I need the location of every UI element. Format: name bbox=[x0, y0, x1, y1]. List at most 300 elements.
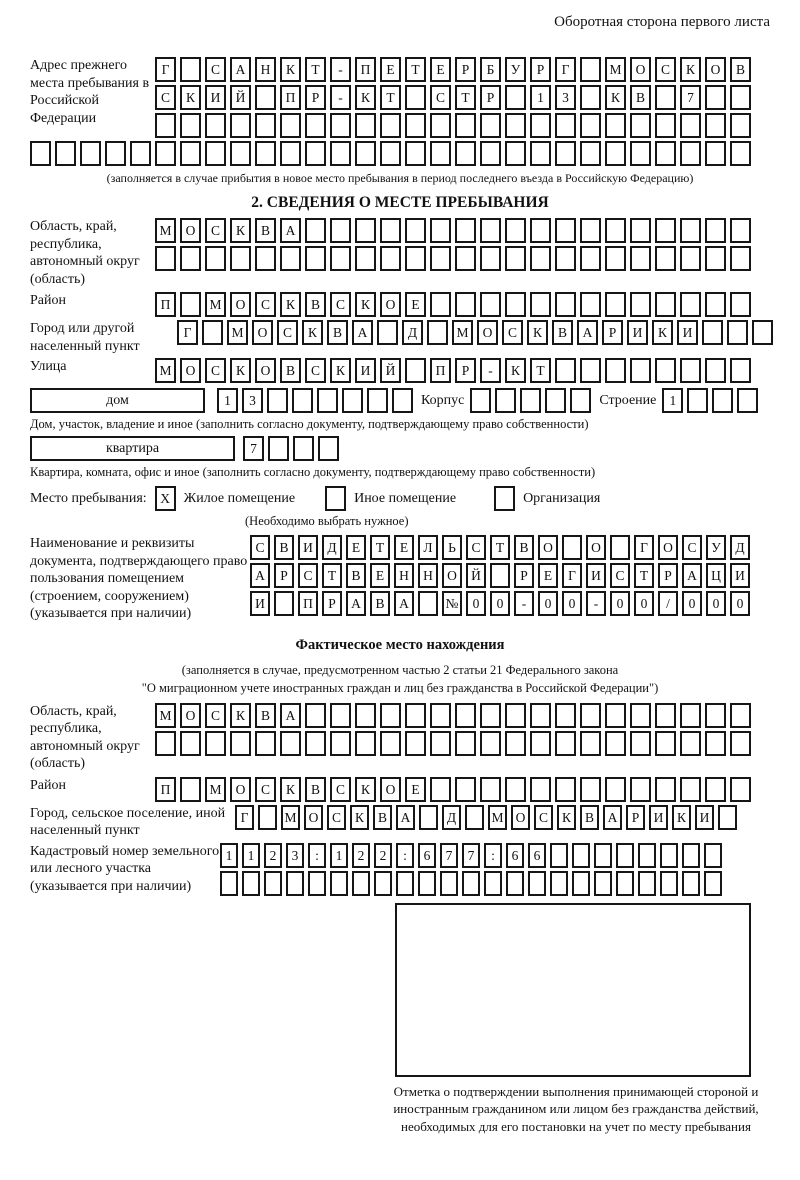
char-cell: В bbox=[346, 563, 366, 588]
apartment-row bbox=[30, 436, 770, 461]
char-cell: О bbox=[477, 320, 498, 345]
district2-block bbox=[30, 777, 770, 802]
char-cell: Р bbox=[626, 805, 645, 830]
region-block bbox=[30, 218, 770, 288]
page-side-note: Оборотная сторона первого листа bbox=[554, 14, 770, 30]
char-cell: А bbox=[230, 57, 251, 82]
char-cell bbox=[55, 141, 76, 166]
char-cell: Е bbox=[380, 57, 401, 82]
char-cell: Н bbox=[255, 57, 276, 82]
char-cell bbox=[490, 563, 510, 588]
prev-address-label: Адрес прежнего места пребывания в Российской Федерации bbox=[30, 58, 150, 126]
char-cell: С bbox=[205, 703, 226, 728]
char-cell: И bbox=[355, 358, 376, 383]
char-cell: Е bbox=[405, 292, 426, 317]
char-cell bbox=[330, 218, 351, 243]
char-cell: К bbox=[302, 320, 323, 345]
prev-address-block bbox=[30, 57, 770, 138]
char-cell: В bbox=[327, 320, 348, 345]
char-cell bbox=[580, 777, 601, 802]
char-cell: / bbox=[658, 591, 678, 616]
char-cell bbox=[687, 388, 708, 413]
char-cell bbox=[730, 141, 751, 166]
char-cell: Р bbox=[514, 563, 534, 588]
char-cell bbox=[355, 703, 376, 728]
char-cell bbox=[580, 141, 601, 166]
char-cell bbox=[180, 57, 201, 82]
char-cell bbox=[205, 731, 226, 756]
char-cell: П bbox=[355, 57, 376, 82]
char-cell: В bbox=[552, 320, 573, 345]
char-cell bbox=[705, 358, 726, 383]
char-cell bbox=[264, 871, 282, 896]
korpus-label: Корпус bbox=[421, 392, 465, 408]
char-cell bbox=[730, 85, 751, 110]
char-cell bbox=[430, 292, 451, 317]
char-cell bbox=[396, 871, 414, 896]
char-cell bbox=[155, 113, 176, 138]
checkbox-organizaciya bbox=[494, 486, 515, 511]
char-cell: С bbox=[255, 292, 276, 317]
char-cell bbox=[505, 246, 526, 271]
house-box: дом bbox=[30, 388, 205, 413]
char-cell: А bbox=[394, 591, 414, 616]
char-cell bbox=[530, 292, 551, 317]
char-cell: Т bbox=[370, 535, 390, 560]
char-cell bbox=[180, 246, 201, 271]
char-cell: Е bbox=[346, 535, 366, 560]
char-cell bbox=[255, 141, 276, 166]
char-cell bbox=[480, 703, 501, 728]
char-cell: Р bbox=[274, 563, 294, 588]
char-cell bbox=[230, 246, 251, 271]
char-cell: 0 bbox=[466, 591, 486, 616]
char-cell bbox=[305, 141, 326, 166]
char-cell: 1 bbox=[242, 843, 260, 868]
house-number-cells bbox=[217, 388, 413, 413]
doc-label: Наименование и реквизиты документа, подтверждающего право пользования помещением (строением, сооружением) (указывается при наличии) bbox=[30, 536, 248, 621]
char-cell bbox=[630, 141, 651, 166]
stay-option-organizaciya-label: Организация bbox=[523, 490, 601, 506]
char-cell: Ь bbox=[442, 535, 462, 560]
char-cell bbox=[616, 871, 634, 896]
char-cell: К bbox=[180, 85, 201, 110]
stay-place-label: Место пребывания: bbox=[30, 490, 147, 506]
char-cell: О bbox=[180, 703, 201, 728]
char-cell: М bbox=[488, 805, 507, 830]
char-cell bbox=[530, 246, 551, 271]
char-cell: Е bbox=[394, 535, 414, 560]
char-cell bbox=[330, 246, 351, 271]
char-cell: О bbox=[511, 805, 530, 830]
city-row bbox=[177, 320, 773, 345]
char-cell bbox=[594, 871, 612, 896]
char-cell bbox=[530, 218, 551, 243]
char-cell: : bbox=[308, 843, 326, 868]
char-cell: : bbox=[484, 843, 502, 868]
char-cell: 3 bbox=[286, 843, 304, 868]
char-cell bbox=[255, 246, 276, 271]
char-cell bbox=[205, 141, 226, 166]
char-cell: И bbox=[205, 85, 226, 110]
char-cell: У bbox=[505, 57, 526, 82]
stamp-caption: Отметка о подтверждении выполнения принимающей стороной и иностранным гражданином или лицом без гражданства действий, необходимых для его постановки на учет по месту пребывания bbox=[393, 1083, 759, 1134]
char-cell: С bbox=[155, 85, 176, 110]
char-cell bbox=[342, 388, 363, 413]
char-cell: М bbox=[452, 320, 473, 345]
char-cell bbox=[230, 731, 251, 756]
char-cell: И bbox=[730, 563, 750, 588]
char-cell: И bbox=[695, 805, 714, 830]
street-label: Улица bbox=[30, 359, 67, 374]
char-cell bbox=[655, 777, 676, 802]
char-cell: П bbox=[430, 358, 451, 383]
char-cell bbox=[718, 805, 737, 830]
stroenie-label: Строение bbox=[599, 392, 657, 408]
char-cell: В bbox=[514, 535, 534, 560]
char-cell: О bbox=[252, 320, 273, 345]
char-cell: Б bbox=[480, 57, 501, 82]
char-cell bbox=[462, 871, 480, 896]
char-cell: К bbox=[505, 358, 526, 383]
char-cell bbox=[505, 85, 526, 110]
char-cell bbox=[505, 113, 526, 138]
char-cell bbox=[705, 731, 726, 756]
city2-block bbox=[30, 805, 770, 840]
char-cell bbox=[330, 731, 351, 756]
char-cell bbox=[630, 703, 651, 728]
char-cell: С bbox=[534, 805, 553, 830]
char-cell: 2 bbox=[264, 843, 282, 868]
char-cell bbox=[455, 141, 476, 166]
char-cell: Н bbox=[394, 563, 414, 588]
char-cell bbox=[180, 141, 201, 166]
char-cell: О bbox=[180, 218, 201, 243]
char-cell bbox=[305, 703, 326, 728]
char-cell bbox=[730, 777, 751, 802]
char-cell: С bbox=[466, 535, 486, 560]
char-cell: Е bbox=[405, 777, 426, 802]
char-cell: К bbox=[280, 292, 301, 317]
char-cell bbox=[293, 436, 314, 461]
region2-label: Область, край, республика, автономный округ (область) bbox=[30, 703, 140, 772]
char-cell: А bbox=[280, 218, 301, 243]
char-cell bbox=[705, 218, 726, 243]
char-cell bbox=[660, 843, 678, 868]
char-cell bbox=[242, 871, 260, 896]
char-cell: И bbox=[627, 320, 648, 345]
char-cell bbox=[455, 777, 476, 802]
char-cell: М bbox=[155, 218, 176, 243]
char-cell: 6 bbox=[418, 843, 436, 868]
char-cell bbox=[605, 292, 626, 317]
house-note: Дом, участок, владение и иное (заполнить согласно документу, подтверждающему право собственности) bbox=[30, 417, 589, 431]
char-cell bbox=[405, 113, 426, 138]
char-cell bbox=[605, 218, 626, 243]
char-cell bbox=[455, 292, 476, 317]
char-cell bbox=[655, 141, 676, 166]
char-cell: М bbox=[205, 292, 226, 317]
char-cell bbox=[230, 141, 251, 166]
char-cell bbox=[280, 113, 301, 138]
char-cell bbox=[465, 805, 484, 830]
char-cell bbox=[330, 703, 351, 728]
prev-address-cells bbox=[155, 57, 751, 138]
char-cell: С bbox=[655, 57, 676, 82]
char-cell: И bbox=[298, 535, 318, 560]
char-cell bbox=[752, 320, 773, 345]
char-cell: Р bbox=[480, 85, 501, 110]
char-cell bbox=[202, 320, 223, 345]
char-cell: В bbox=[255, 218, 276, 243]
char-cell: 3 bbox=[555, 85, 576, 110]
char-cell bbox=[605, 358, 626, 383]
char-cell: В bbox=[370, 591, 390, 616]
char-cell: Р bbox=[455, 358, 476, 383]
char-cell bbox=[405, 218, 426, 243]
char-cell: Т bbox=[490, 535, 510, 560]
char-cell bbox=[405, 141, 426, 166]
char-cell bbox=[655, 292, 676, 317]
char-cell: Т bbox=[305, 57, 326, 82]
char-cell: К bbox=[680, 57, 701, 82]
char-cell bbox=[580, 85, 601, 110]
char-cell: М bbox=[155, 358, 176, 383]
char-cell bbox=[682, 871, 700, 896]
char-cell bbox=[430, 777, 451, 802]
char-cell bbox=[660, 871, 678, 896]
char-cell bbox=[495, 388, 516, 413]
char-cell: О bbox=[380, 777, 401, 802]
char-cell bbox=[405, 246, 426, 271]
char-cell bbox=[255, 113, 276, 138]
char-cell bbox=[655, 113, 676, 138]
region2-row-2 bbox=[155, 731, 751, 756]
apartment-cells bbox=[243, 436, 339, 461]
char-cell bbox=[605, 113, 626, 138]
char-cell bbox=[380, 113, 401, 138]
char-cell: О bbox=[180, 358, 201, 383]
char-cell: В bbox=[305, 777, 326, 802]
prev-address-note: (заполняется в случае прибытия в новое место пребывания в период последнего въезда в Российскую Федерацию) bbox=[106, 171, 694, 185]
char-cell bbox=[555, 703, 576, 728]
actual-location-note-line2: "О миграционном учете иностранных граждан и лиц без гражданства в Российской Федерации") bbox=[141, 680, 659, 695]
district2-label: Район bbox=[30, 777, 66, 793]
char-cell bbox=[730, 218, 751, 243]
char-cell: О bbox=[658, 535, 678, 560]
char-cell bbox=[267, 388, 288, 413]
char-cell bbox=[555, 358, 576, 383]
char-cell bbox=[705, 292, 726, 317]
char-cell bbox=[580, 731, 601, 756]
char-cell bbox=[730, 703, 751, 728]
char-cell bbox=[580, 292, 601, 317]
char-cell bbox=[530, 703, 551, 728]
char-cell bbox=[572, 871, 590, 896]
char-cell bbox=[730, 246, 751, 271]
char-cell bbox=[480, 292, 501, 317]
char-cell: К bbox=[605, 85, 626, 110]
char-cell: П bbox=[155, 777, 176, 802]
char-cell: К bbox=[355, 777, 376, 802]
char-cell bbox=[330, 141, 351, 166]
korpus-cells bbox=[470, 388, 591, 413]
char-cell bbox=[555, 141, 576, 166]
char-cell: О bbox=[705, 57, 726, 82]
house-row bbox=[30, 388, 770, 413]
char-cell: А bbox=[346, 591, 366, 616]
char-cell: С bbox=[205, 57, 226, 82]
char-cell bbox=[280, 731, 301, 756]
prev-address-row-3 bbox=[155, 113, 751, 138]
char-cell bbox=[430, 218, 451, 243]
char-cell bbox=[680, 703, 701, 728]
stay-place-note: (Необходимо выбрать нужное) bbox=[245, 514, 409, 528]
char-cell: О bbox=[255, 358, 276, 383]
char-cell bbox=[550, 843, 568, 868]
char-cell bbox=[355, 246, 376, 271]
char-cell bbox=[455, 113, 476, 138]
char-cell bbox=[286, 871, 304, 896]
city2-row bbox=[235, 805, 737, 830]
char-cell bbox=[305, 218, 326, 243]
char-cell bbox=[572, 843, 590, 868]
char-cell: К bbox=[280, 777, 301, 802]
char-cell: А bbox=[280, 703, 301, 728]
char-cell bbox=[550, 871, 568, 896]
char-cell: К bbox=[230, 358, 251, 383]
char-cell bbox=[355, 113, 376, 138]
char-cell bbox=[155, 141, 176, 166]
char-cell bbox=[545, 388, 566, 413]
char-cell: 2 bbox=[352, 843, 370, 868]
char-cell: Г bbox=[177, 320, 198, 345]
char-cell: О bbox=[586, 535, 606, 560]
char-cell: К bbox=[355, 85, 376, 110]
stay-place-row bbox=[30, 486, 770, 511]
char-cell bbox=[680, 113, 701, 138]
char-cell bbox=[655, 246, 676, 271]
char-cell bbox=[680, 218, 701, 243]
char-cell bbox=[305, 731, 326, 756]
char-cell bbox=[680, 358, 701, 383]
char-cell bbox=[367, 388, 388, 413]
char-cell: Г bbox=[235, 805, 254, 830]
char-cell bbox=[555, 246, 576, 271]
char-cell bbox=[616, 843, 634, 868]
char-cell: Т bbox=[530, 358, 551, 383]
char-cell bbox=[419, 805, 438, 830]
char-cell: 3 bbox=[242, 388, 263, 413]
char-cell bbox=[655, 731, 676, 756]
char-cell bbox=[355, 731, 376, 756]
char-cell bbox=[712, 388, 733, 413]
char-cell bbox=[630, 113, 651, 138]
char-cell: М bbox=[281, 805, 300, 830]
char-cell: К bbox=[672, 805, 691, 830]
cadastral-row-2 bbox=[220, 871, 722, 896]
char-cell bbox=[255, 85, 276, 110]
apartment-note: Квартира, комната, офис и иное (заполнить согласно документу, подтверждающему право собственности) bbox=[30, 465, 596, 479]
char-cell bbox=[630, 292, 651, 317]
char-cell: И bbox=[250, 591, 270, 616]
char-cell bbox=[680, 141, 701, 166]
char-cell: Д bbox=[730, 535, 750, 560]
char-cell bbox=[570, 388, 591, 413]
actual-location-note-line1: (заполняется в случае, предусмотренном частью 2 статьи 21 Федерального закона bbox=[181, 662, 619, 677]
char-cell bbox=[405, 358, 426, 383]
char-cell: А bbox=[396, 805, 415, 830]
doc-cells bbox=[250, 535, 750, 616]
char-cell: С bbox=[205, 358, 226, 383]
char-cell bbox=[630, 731, 651, 756]
stroenie-cells bbox=[662, 388, 758, 413]
region-label: Область, край, республика, автономный округ (область) bbox=[30, 219, 140, 287]
char-cell bbox=[418, 591, 438, 616]
char-cell bbox=[305, 246, 326, 271]
char-cell: О bbox=[380, 292, 401, 317]
char-cell bbox=[680, 292, 701, 317]
char-cell: К bbox=[280, 57, 301, 82]
char-cell: № bbox=[442, 591, 462, 616]
char-cell: К bbox=[652, 320, 673, 345]
char-cell bbox=[230, 113, 251, 138]
char-cell bbox=[105, 141, 126, 166]
char-cell bbox=[562, 535, 582, 560]
char-cell: П bbox=[298, 591, 318, 616]
char-cell: 0 bbox=[682, 591, 702, 616]
char-cell bbox=[594, 843, 612, 868]
char-cell bbox=[630, 358, 651, 383]
char-cell bbox=[418, 871, 436, 896]
char-cell bbox=[484, 871, 502, 896]
char-cell bbox=[737, 388, 758, 413]
char-cell bbox=[705, 141, 726, 166]
char-cell: У bbox=[706, 535, 726, 560]
char-cell: С bbox=[430, 85, 451, 110]
char-cell bbox=[555, 218, 576, 243]
char-cell bbox=[655, 703, 676, 728]
char-cell bbox=[506, 871, 524, 896]
char-cell: И bbox=[677, 320, 698, 345]
district-row bbox=[155, 292, 751, 317]
char-cell bbox=[505, 703, 526, 728]
char-cell: О bbox=[304, 805, 323, 830]
char-cell bbox=[555, 113, 576, 138]
char-cell: С bbox=[250, 535, 270, 560]
char-cell bbox=[610, 535, 630, 560]
char-cell: Р bbox=[658, 563, 678, 588]
char-cell bbox=[580, 57, 601, 82]
char-cell bbox=[380, 246, 401, 271]
char-cell bbox=[730, 292, 751, 317]
char-cell: В bbox=[305, 292, 326, 317]
char-cell bbox=[205, 246, 226, 271]
char-cell: И bbox=[649, 805, 668, 830]
char-cell bbox=[405, 703, 426, 728]
char-cell bbox=[205, 113, 226, 138]
char-cell bbox=[355, 141, 376, 166]
char-cell bbox=[705, 85, 726, 110]
char-cell bbox=[455, 218, 476, 243]
char-cell bbox=[655, 218, 676, 243]
char-cell bbox=[605, 731, 626, 756]
street-row bbox=[155, 358, 751, 383]
street-block bbox=[30, 358, 770, 383]
char-cell bbox=[638, 871, 656, 896]
char-cell bbox=[702, 320, 723, 345]
char-cell: К bbox=[230, 218, 251, 243]
